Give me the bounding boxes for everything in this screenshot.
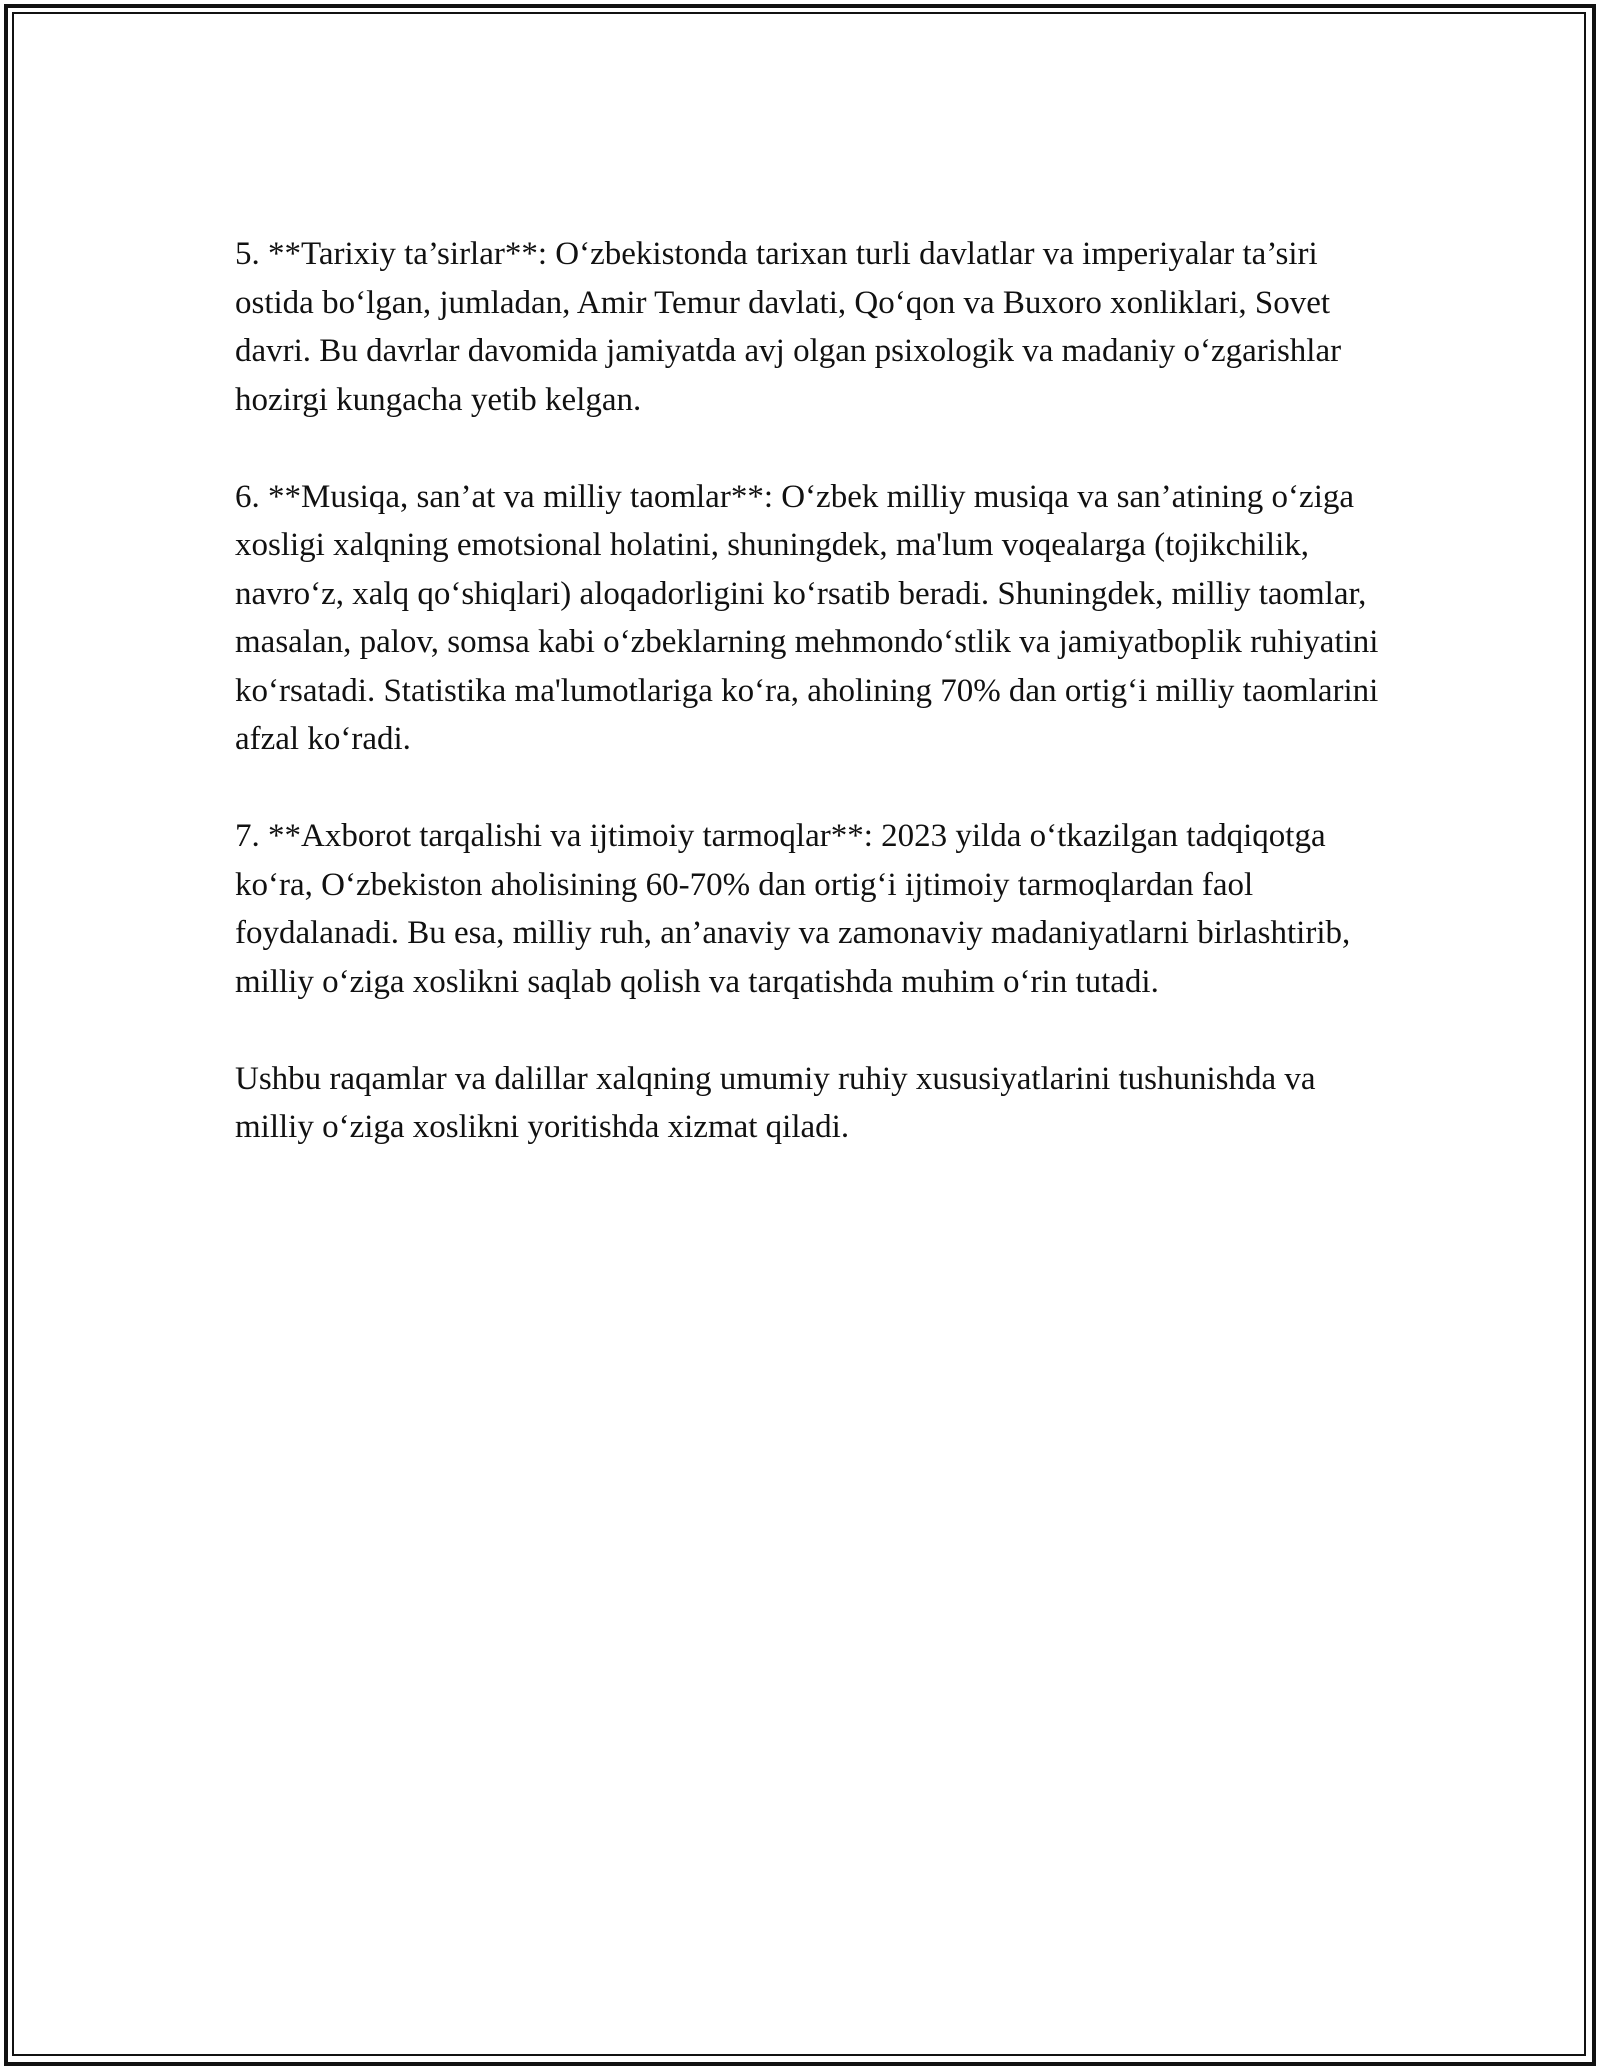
paragraph-historical-influences: 5. **Tarixiy ta’sirlar**: O‘zbekistonda tarixan turli davlatlar va imperiyalar ta’siri ostida bo‘lgan, jumladan, Amir Temur davlati, Qo‘qon va Buxoro xonliklari, Sovet davri. Bu davrlar davomida jamiyatda avj olgan psixologik va madaniy o‘zgarishlar hozirgi kungacha yetib kelgan. (235, 236, 1342, 418)
paragraph-music-art-cuisine: 6. **Musiqa, san’at va milliy taomlar**: O‘zbek milliy musiqa va san’atining o‘ziga xosligi xalqning emotsional holatini, shuningdek, ma'lum voqealarga (tojikchilik, navro‘z, xalq qo‘shiqlari) aloqadorligini ko‘rsatib beradi. Shuningdek, milliy taomlar, masalan, palov, somsa kabi o‘zbeklarning mehmondo‘stlik va jamiyatboplik ruhiyatini ko‘rsatadi. Statistika ma'lumotlariga ko‘ra, aholining 70% dan ortig‘i milliy taomlarini afzal ko‘radi. (235, 478, 1379, 757)
paragraph-conclusion: Ushbu raqamlar va dalillar xalqning umumiy ruhiy xususiyatlarini tushunishda va milliy o‘ziga xoslikni yoritishda xizmat qiladi. (235, 1060, 1316, 1145)
paragraph-information-social-networks: 7. **Axborot tarqalishi va ijtimoiy tarmoqlar**: 2023 yilda o‘tkazilgan tadqiqotga ko‘ra, O‘zbekiston aholisining 60-70% dan ortig‘i ijtimoiy tarmoqlardan faol foydalanadi. Bu esa, milliy ruh, an’anaviy va zamonaviy madaniyatlarni birlashtirib, milliy o‘ziga xoslikni saqlab qolish va tarqatishda muhim o‘rin tutadi. (235, 818, 1351, 1000)
document-body (235, 230, 1385, 1200)
